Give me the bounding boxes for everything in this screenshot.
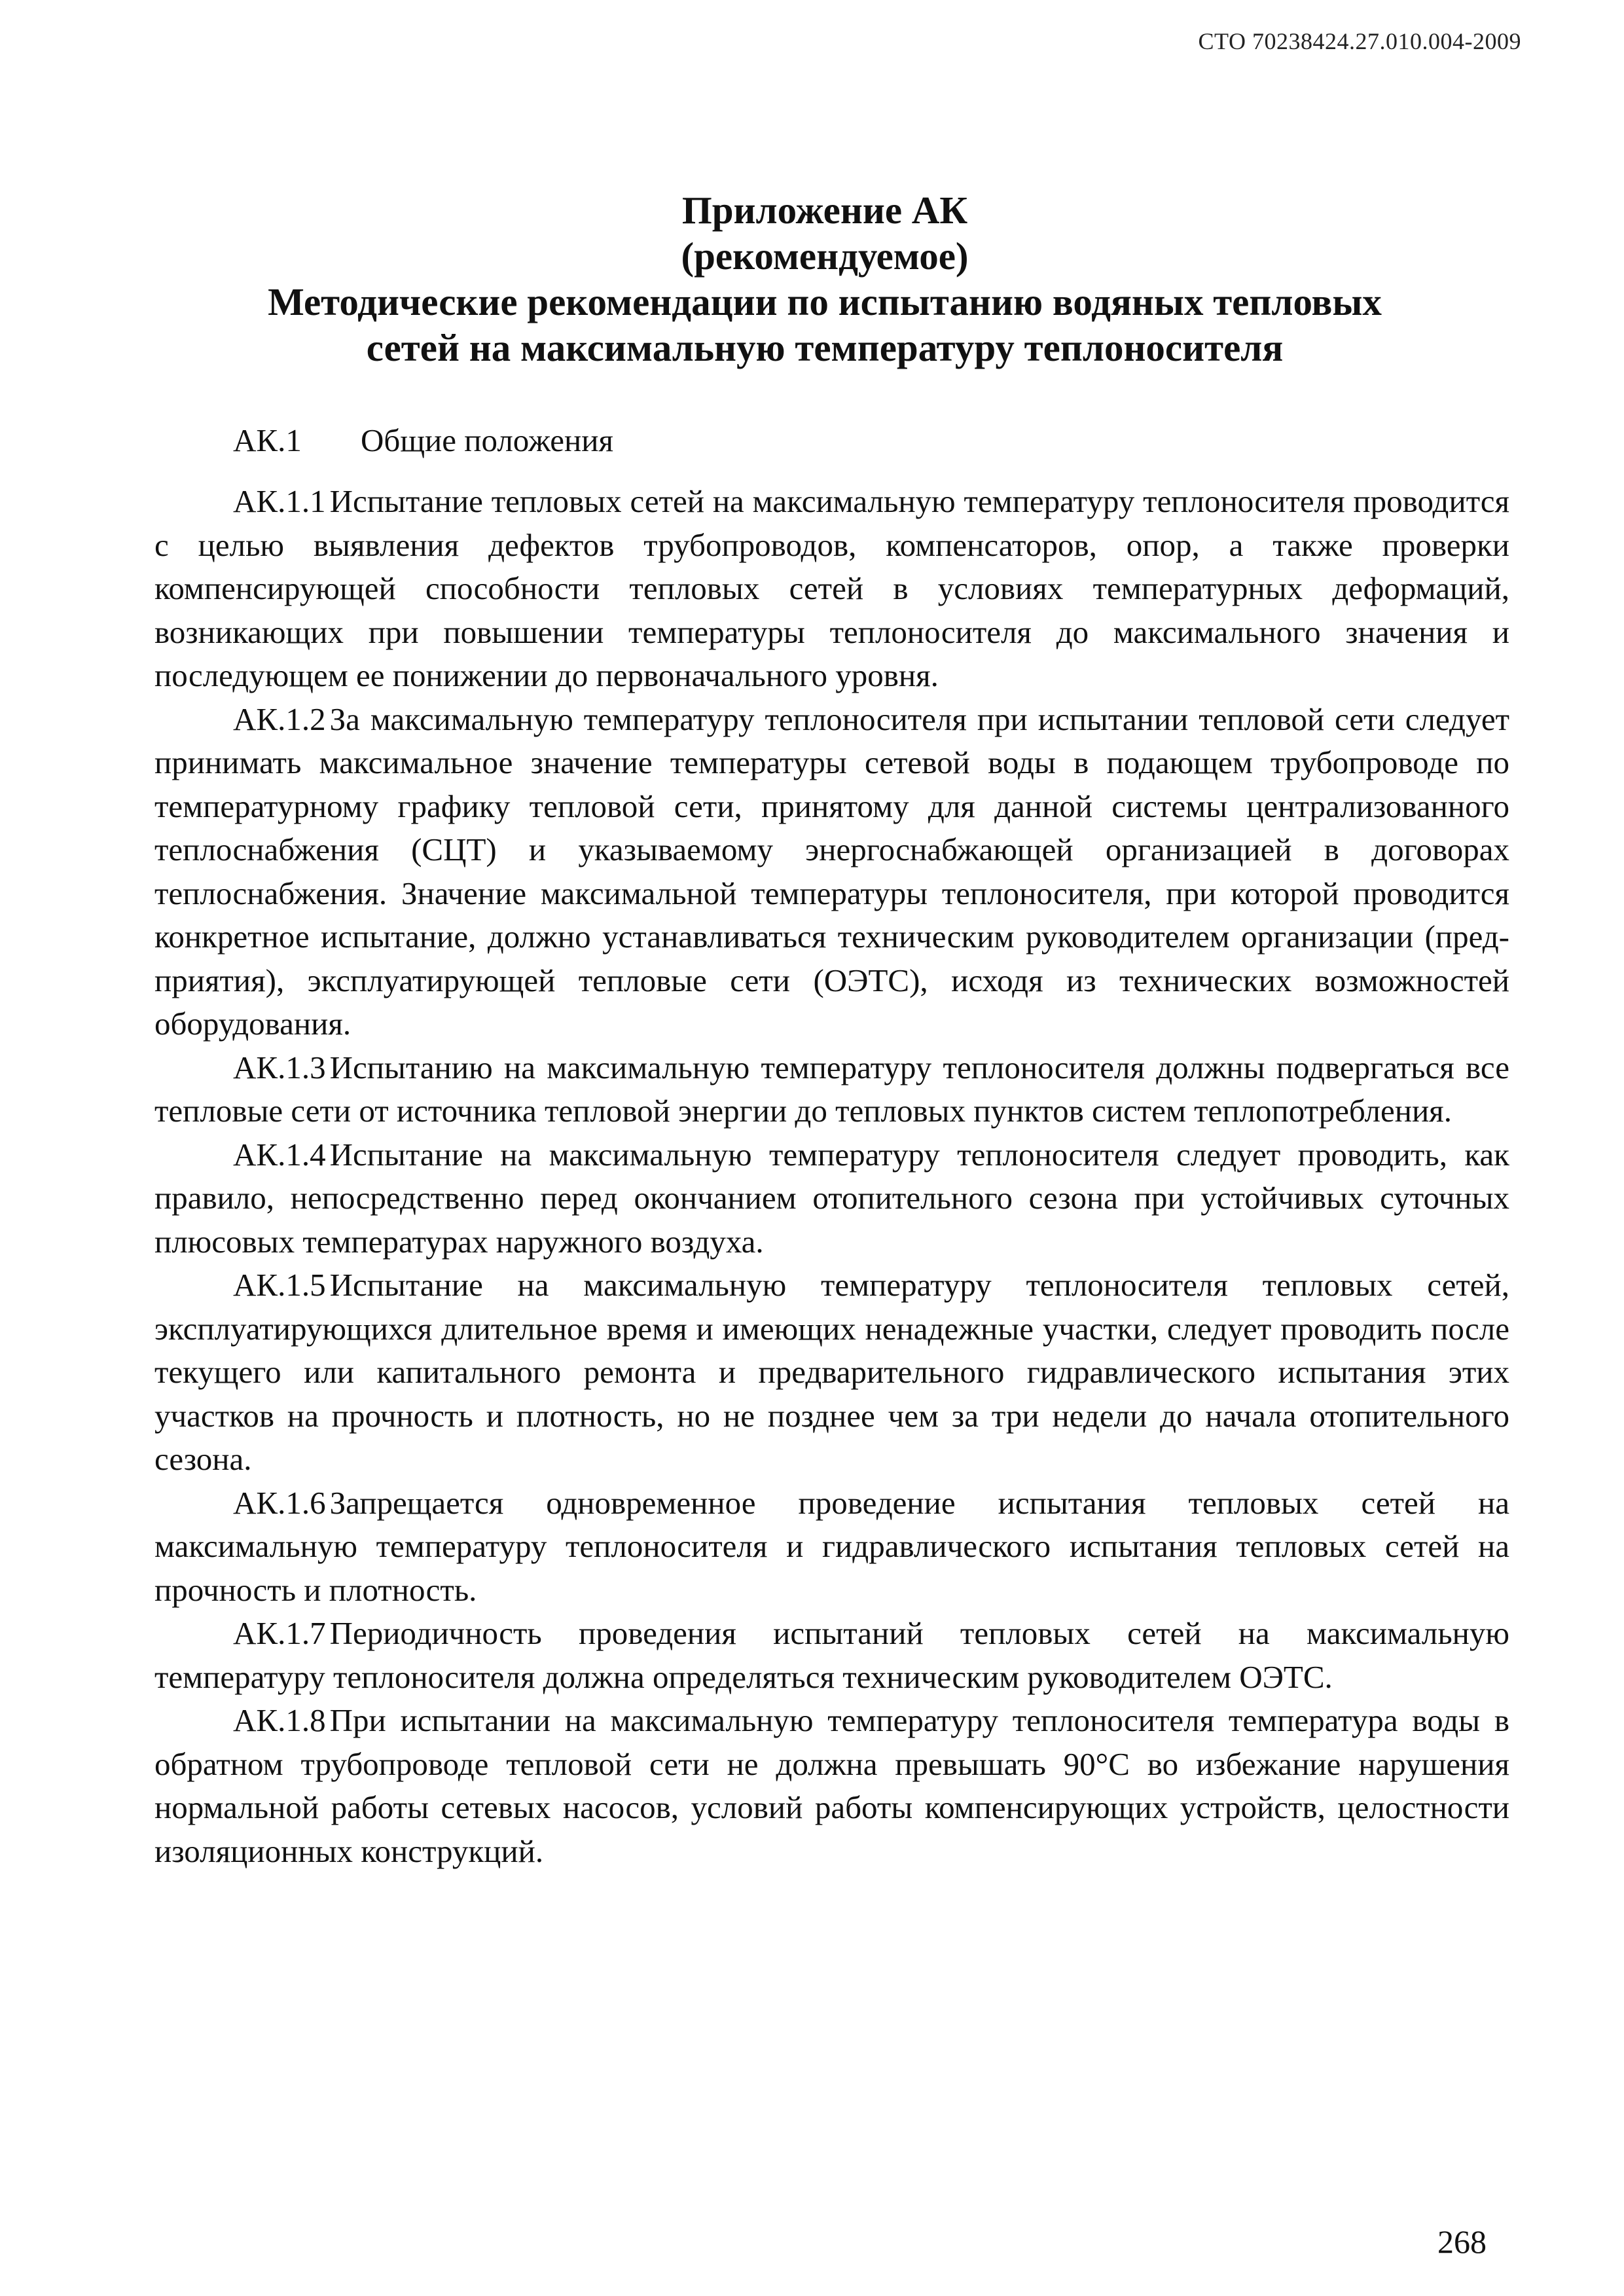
- paragraph: [154, 1133, 1509, 1264]
- paragraph-number: АК.1.3: [233, 1049, 326, 1085]
- paragraph-number: АК.1.1: [233, 483, 326, 519]
- document-code: СТО 70238424.27.010.004-2009: [1198, 28, 1521, 54]
- paragraph-text: За максимальную температуру теплоносителя при испытании тепловой сети следует принимать максимальное значение температуры сетевой воды в подающем трубопроводе по температурному графику тепловой сети, принятому для данной системы централизованного теплоснабжения (СЦТ) и указываемому энергоснабжающей организацией в договорах теплоснабжения. Значение максимальной температуры теплоносителя, при которой проводится конкретное испытание, должно устанавливаться техническим руководителем организации (предприятия), эксплуатирующей тепловые сети (ОЭТС), исходя из технических возможностей оборудования.: [154, 701, 1509, 1042]
- paragraph-text: Запрещается одновременное проведение испытания тепловых сетей на максимальную температуру теплоносителя и гидравлического испытания тепловых сетей на прочность и плотность.: [154, 1484, 1509, 1608]
- paragraph-text: Периодичность проведения испытаний тепловых сетей на максимальную температуру теплоносителя должна определяться техническим руководителем ОЭТС.: [154, 1615, 1509, 1695]
- paragraph-number: АК.1.5: [233, 1267, 326, 1303]
- section-title: Общие положения: [361, 422, 614, 458]
- section-heading: [233, 419, 613, 462]
- paragraph-number: АК.1.8: [233, 1702, 326, 1738]
- paragraph: [154, 1699, 1509, 1873]
- appendix-subject-line: Методические рекомендации по испытанию водяных тепловых: [268, 280, 1382, 323]
- paragraph: [154, 480, 1509, 698]
- paragraph-text: Испытание тепловых сетей на максимальную температуру теплоносителя проводится с целью выявления дефектов трубопроводов, компенсаторов, опор, а также проверки компенсирующей способности тепловых сетей в условиях температурных деформаций, возникающих при повышении температуры теплоносителя до максимального значения и последующем ее понижении до первоначального уровня.: [154, 483, 1509, 693]
- appendix-subject-line: сетей на максимальную температуру теплоносителя: [366, 326, 1284, 369]
- paragraph-number: АК.1.4: [233, 1136, 326, 1173]
- paragraph-text: Испытание на максимальную температуру теплоносителя следует проводить, как правило, непосредственно перед окончанием отопительного сезона при устойчивых суточных плюсовых температурах наружного воздуха.: [154, 1136, 1509, 1260]
- paragraph-number: АК.1.2: [233, 701, 326, 737]
- appendix-status: (рекомендуемое): [681, 234, 969, 278]
- appendix-title: [157, 187, 1492, 371]
- paragraph-text: При испытании на максимальную температуру теплоносителя температура воды в обратном трубопроводе тепловой сети не должна превышать 90°С во избежание нарушения нормальной работы сетевых насосов, условий работы компенсирующих устройств, целостности изоляционных конструкций.: [154, 1702, 1509, 1869]
- paragraph: [154, 1046, 1509, 1133]
- paragraph-text: Испытанию на максимальную температуру теплоносителя должны подвергаться все тепловые сети от источника тепловой энергии до тепловых пунктов систем теплопотребления.: [154, 1049, 1509, 1129]
- appendix-title-line: Приложение АК: [681, 189, 968, 232]
- paragraph-number: АК.1.7: [233, 1615, 326, 1651]
- paragraph: [154, 698, 1509, 1046]
- paragraph: [154, 1482, 1509, 1613]
- page-number: 268: [1437, 2223, 1487, 2260]
- paragraph-number: АК.1.6: [233, 1484, 326, 1521]
- paragraph: [154, 1264, 1509, 1482]
- section-number: АК.1: [233, 422, 302, 458]
- document-body: [154, 480, 1509, 1873]
- paragraph: [154, 1612, 1509, 1699]
- paragraph-text: Испытание на максимальную температуру теплоносителя тепловых сетей, эксплуатирующихся длительное время и имеющих ненадежные участки, следует проводить после текущего или капитального ремонта и предварительного гидравлического испытания этих участков на прочность и плотность, но не позднее чем за три недели до начала отопительного сезона.: [154, 1267, 1509, 1477]
